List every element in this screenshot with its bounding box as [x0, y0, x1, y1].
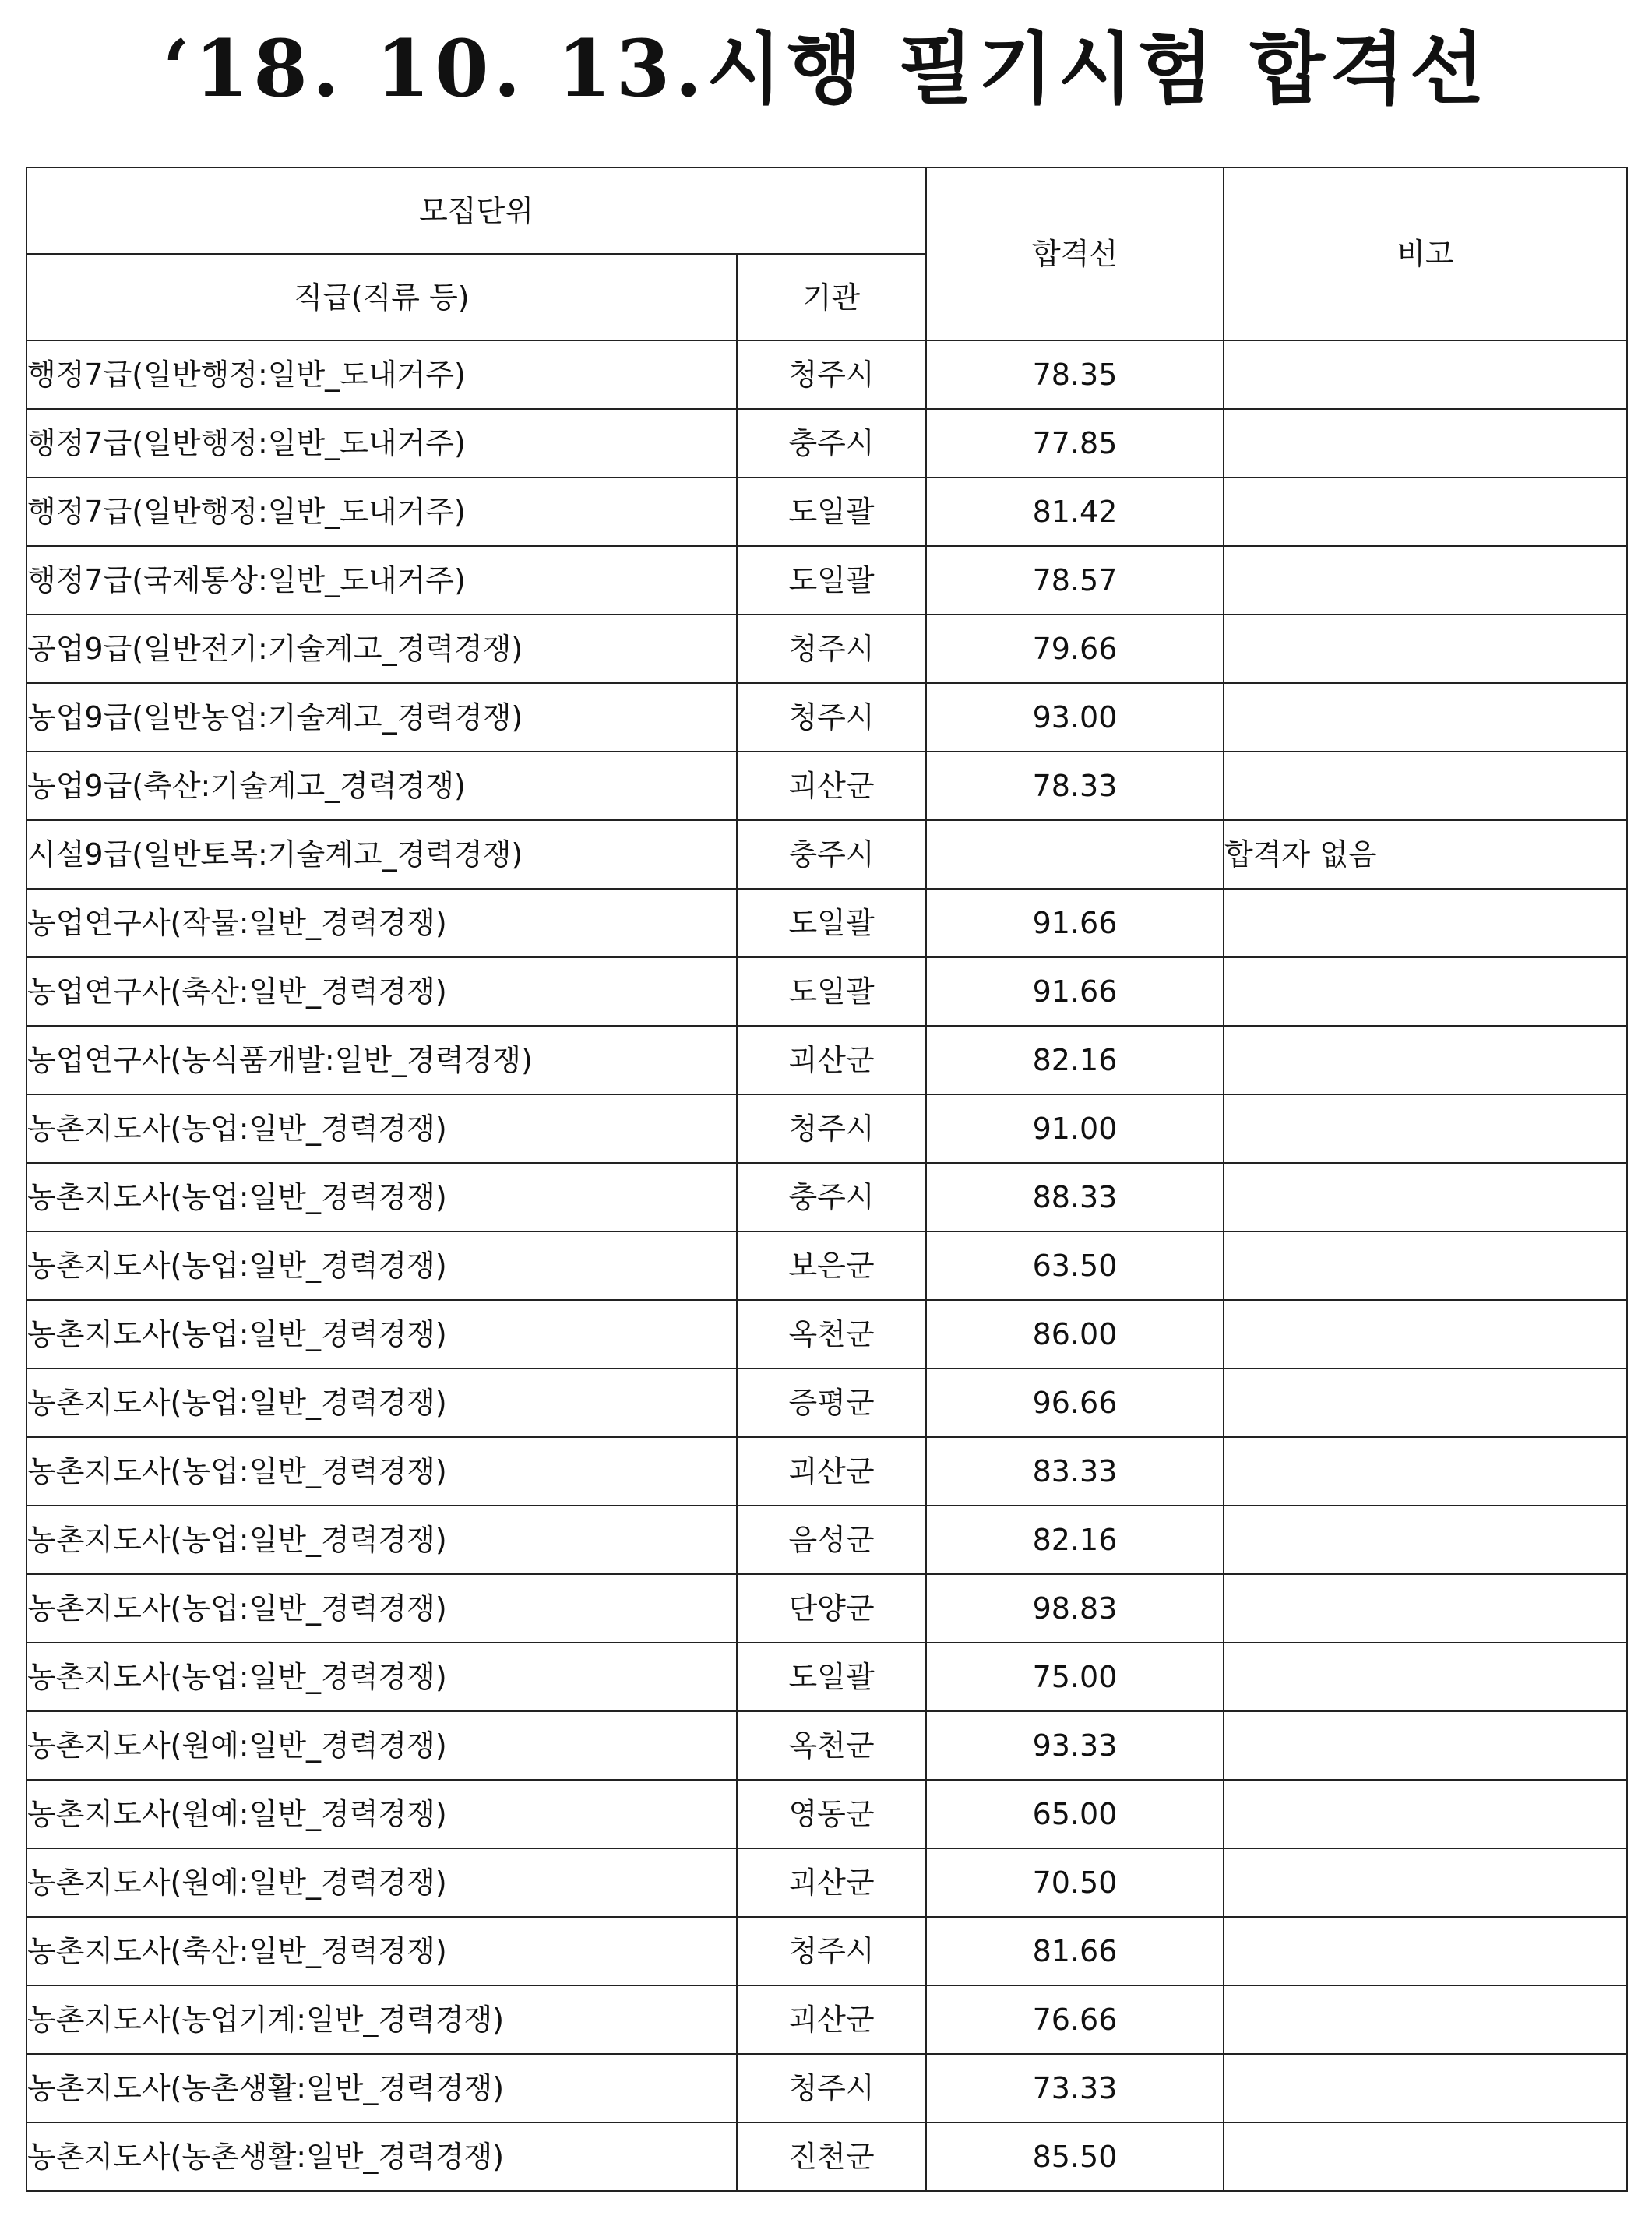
remarks-cell: [1224, 615, 1627, 683]
agency-cell: 단양군: [737, 1574, 926, 1643]
remarks-cell: [1224, 340, 1627, 409]
table-row: [26, 683, 1627, 752]
job-cell: 농업연구사(농식품개발:일반_경력경쟁): [26, 1026, 737, 1094]
remarks-cell: [1224, 1163, 1627, 1231]
agency-cell: 청주시: [737, 1917, 926, 1985]
agency-cell: 도일괄: [737, 957, 926, 1026]
cutoff-cell: 77.85: [926, 409, 1224, 477]
cutoff-cell: 88.33: [926, 1163, 1224, 1231]
job-cell: 행정7급(일반행정:일반_도내거주): [26, 409, 737, 477]
cutoff-cell: 63.50: [926, 1231, 1224, 1300]
remarks-cell: [1224, 2123, 1627, 2191]
table-row: [26, 477, 1627, 546]
remarks-cell: [1224, 1848, 1627, 1917]
table-body: [26, 340, 1627, 2191]
cutoff-cell: 76.66: [926, 1985, 1224, 2054]
remarks-cell: [1224, 1985, 1627, 2054]
job-cell: 농촌지도사(원예:일반_경력경쟁): [26, 1711, 737, 1780]
cutoff-cell: 73.33: [926, 2054, 1224, 2123]
cutoff-cell: 75.00: [926, 1643, 1224, 1711]
cutoff-cell: 93.33: [926, 1711, 1224, 1780]
cutoff-cell: 82.16: [926, 1026, 1224, 1094]
table-row: [26, 1985, 1627, 2054]
table-header: [26, 167, 1627, 340]
job-cell: 농업9급(축산:기술계고_경력경쟁): [26, 752, 737, 820]
job-cell: 농촌지도사(농촌생활:일반_경력경쟁): [26, 2054, 737, 2123]
job-cell: 농촌지도사(농업:일반_경력경쟁): [26, 1369, 737, 1437]
agency-cell: 괴산군: [737, 1848, 926, 1917]
agency-cell: 청주시: [737, 340, 926, 409]
job-cell: 행정7급(일반행정:일반_도내거주): [26, 477, 737, 546]
remarks-cell: [1224, 683, 1627, 752]
job-cell: 농촌지도사(농업:일반_경력경쟁): [26, 1094, 737, 1163]
page-title: ‘18. 10. 13.시행 필기시험 합격선: [162, 23, 1490, 114]
agency-cell: 충주시: [737, 820, 926, 889]
table-row: [26, 889, 1627, 957]
table-row: [26, 1163, 1627, 1231]
job-cell: 농촌지도사(농업:일반_경력경쟁): [26, 1506, 737, 1574]
job-cell: 농촌지도사(농업:일반_경력경쟁): [26, 1574, 737, 1643]
header-job-grade: 직급(직류 등): [26, 254, 737, 340]
cutoff-cell: 91.66: [926, 957, 1224, 1026]
table-row: [26, 1643, 1627, 1711]
table-row: [26, 1711, 1627, 1780]
agency-cell: 도일괄: [737, 889, 926, 957]
agency-cell: 도일괄: [737, 1643, 926, 1711]
job-cell: 농촌지도사(농촌생활:일반_경력경쟁): [26, 2123, 737, 2191]
job-cell: 농업연구사(작물:일반_경력경쟁): [26, 889, 737, 957]
agency-cell: 음성군: [737, 1506, 926, 1574]
agency-cell: 도일괄: [737, 477, 926, 546]
job-cell: 농촌지도사(농업:일반_경력경쟁): [26, 1437, 737, 1506]
agency-cell: 영동군: [737, 1780, 926, 1848]
job-cell: 시설9급(일반토목:기술계고_경력경쟁): [26, 820, 737, 889]
remarks-cell: [1224, 1369, 1627, 1437]
job-cell: 행정7급(국제통상:일반_도내거주): [26, 546, 737, 615]
job-cell: 농촌지도사(농업:일반_경력경쟁): [26, 1300, 737, 1369]
cutoff-cell: [926, 820, 1224, 889]
agency-cell: 충주시: [737, 409, 926, 477]
remarks-cell: [1224, 1094, 1627, 1163]
table-row: [26, 340, 1627, 409]
table-row: [26, 957, 1627, 1026]
remarks-cell: [1224, 2054, 1627, 2123]
cutoff-cell: 91.00: [926, 1094, 1224, 1163]
cutoff-cell: 70.50: [926, 1848, 1224, 1917]
agency-cell: 괴산군: [737, 1437, 926, 1506]
agency-cell: 증평군: [737, 1369, 926, 1437]
job-cell: 농촌지도사(축산:일반_경력경쟁): [26, 1917, 737, 1985]
remarks-cell: 합격자 없음: [1224, 820, 1627, 889]
remarks-cell: [1224, 1643, 1627, 1711]
remarks-cell: [1224, 546, 1627, 615]
cutoff-cell: 91.66: [926, 889, 1224, 957]
header-remarks: 비고: [1224, 167, 1627, 340]
agency-cell: 괴산군: [737, 1026, 926, 1094]
table-row: [26, 1506, 1627, 1574]
remarks-cell: [1224, 1711, 1627, 1780]
table-row: [26, 1369, 1627, 1437]
agency-cell: 청주시: [737, 683, 926, 752]
table-row: [26, 1780, 1627, 1848]
table-row: [26, 1848, 1627, 1917]
job-cell: 농촌지도사(농업:일반_경력경쟁): [26, 1231, 737, 1300]
job-cell: 농촌지도사(원예:일반_경력경쟁): [26, 1780, 737, 1848]
header-recruit-unit: 모집단위: [26, 167, 926, 254]
remarks-cell: [1224, 752, 1627, 820]
agency-cell: 도일괄: [737, 546, 926, 615]
table-row: [26, 1437, 1627, 1506]
remarks-cell: [1224, 409, 1627, 477]
table-row: [26, 752, 1627, 820]
remarks-cell: [1224, 1300, 1627, 1369]
agency-cell: 진천군: [737, 2123, 926, 2191]
cutoff-cell: 81.66: [926, 1917, 1224, 1985]
header-agency: 기관: [737, 254, 926, 340]
job-cell: 농업9급(일반농업:기술계고_경력경쟁): [26, 683, 737, 752]
remarks-cell: [1224, 1231, 1627, 1300]
remarks-cell: [1224, 1026, 1627, 1094]
cutoff-cell: 78.35: [926, 340, 1224, 409]
cutoff-cell: 98.83: [926, 1574, 1224, 1643]
cutoff-table: [26, 167, 1628, 2192]
cutoff-cell: 85.50: [926, 2123, 1224, 2191]
job-cell: 농업연구사(축산:일반_경력경쟁): [26, 957, 737, 1026]
agency-cell: 청주시: [737, 1094, 926, 1163]
job-cell: 농촌지도사(농업기계:일반_경력경쟁): [26, 1985, 737, 2054]
table-row: [26, 1231, 1627, 1300]
table-row: [26, 1574, 1627, 1643]
remarks-cell: [1224, 1780, 1627, 1848]
agency-cell: 괴산군: [737, 1985, 926, 2054]
cutoff-cell: 83.33: [926, 1437, 1224, 1506]
table-row: [26, 1094, 1627, 1163]
cutoff-cell: 78.57: [926, 546, 1224, 615]
agency-cell: 충주시: [737, 1163, 926, 1231]
agency-cell: 옥천군: [737, 1300, 926, 1369]
remarks-cell: [1224, 889, 1627, 957]
remarks-cell: [1224, 1917, 1627, 1985]
cutoff-cell: 78.33: [926, 752, 1224, 820]
job-cell: 농촌지도사(농업:일반_경력경쟁): [26, 1163, 737, 1231]
remarks-cell: [1224, 1437, 1627, 1506]
table-row: [26, 1917, 1627, 1985]
cutoff-cell: 81.42: [926, 477, 1224, 546]
remarks-cell: [1224, 477, 1627, 546]
agency-cell: 보은군: [737, 1231, 926, 1300]
remarks-cell: [1224, 1506, 1627, 1574]
agency-cell: 괴산군: [737, 752, 926, 820]
table-row: [26, 615, 1627, 683]
agency-cell: 청주시: [737, 615, 926, 683]
table-row: [26, 546, 1627, 615]
cutoff-cell: 86.00: [926, 1300, 1224, 1369]
agency-cell: 옥천군: [737, 1711, 926, 1780]
table-row: [26, 1026, 1627, 1094]
remarks-cell: [1224, 1574, 1627, 1643]
cutoff-cell: 65.00: [926, 1780, 1224, 1848]
cutoff-cell: 82.16: [926, 1506, 1224, 1574]
job-cell: 농촌지도사(농업:일반_경력경쟁): [26, 1643, 737, 1711]
table-row: [26, 1300, 1627, 1369]
agency-cell: 청주시: [737, 2054, 926, 2123]
table-row: [26, 2054, 1627, 2123]
remarks-cell: [1224, 957, 1627, 1026]
header-cutoff: 합격선: [926, 167, 1224, 340]
cutoff-cell: 96.66: [926, 1369, 1224, 1437]
job-cell: 농촌지도사(원예:일반_경력경쟁): [26, 1848, 737, 1917]
table-row: [26, 820, 1627, 889]
job-cell: 행정7급(일반행정:일반_도내거주): [26, 340, 737, 409]
table-row: [26, 2123, 1627, 2191]
table-row: [26, 409, 1627, 477]
cutoff-cell: 79.66: [926, 615, 1224, 683]
cutoff-cell: 93.00: [926, 683, 1224, 752]
job-cell: 공업9급(일반전기:기술계고_경력경쟁): [26, 615, 737, 683]
